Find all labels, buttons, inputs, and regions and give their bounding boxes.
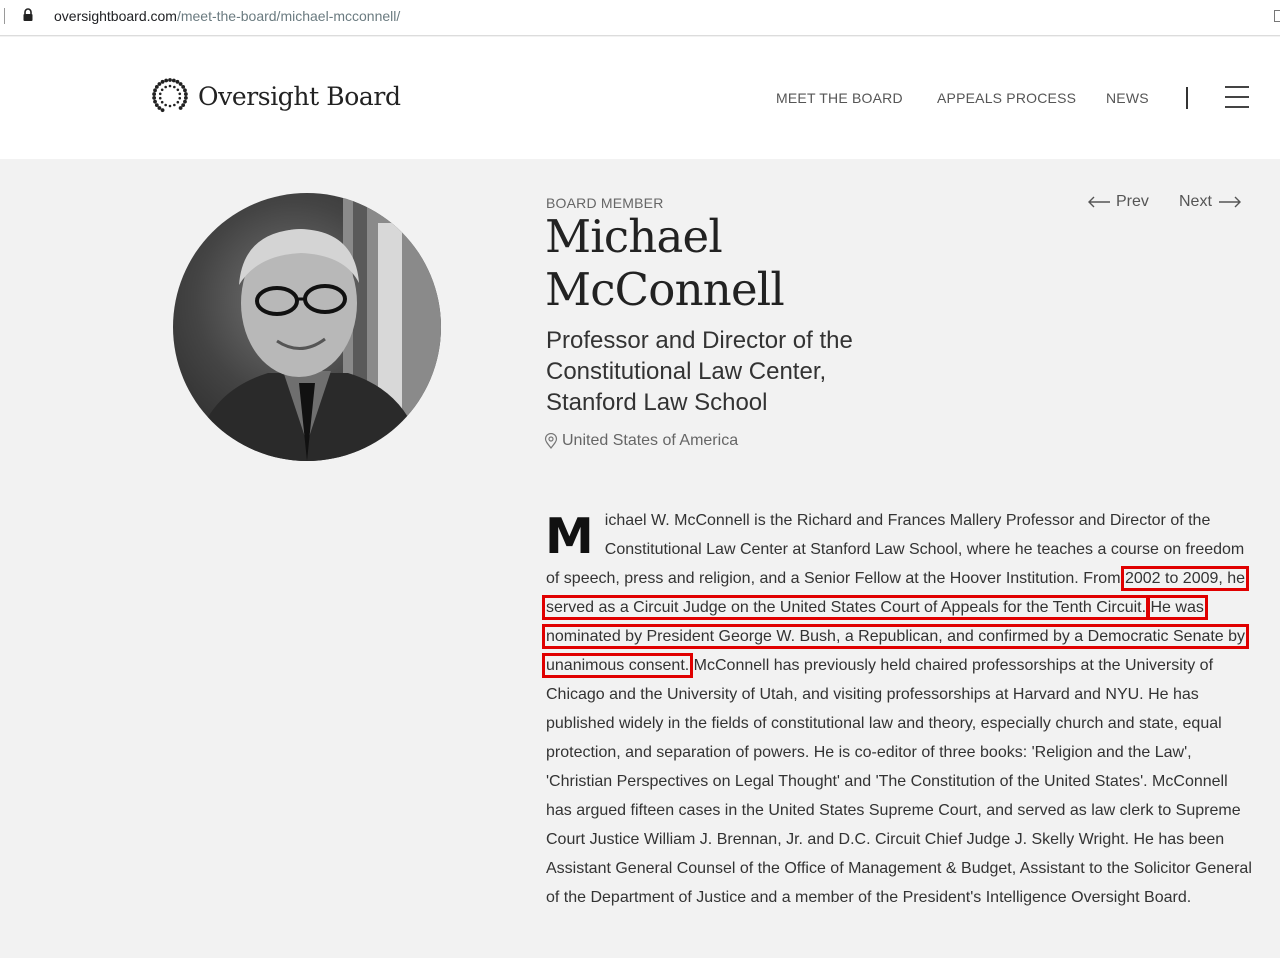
prev-link[interactable] <box>1087 193 1149 211</box>
member-name: Michael McConnell <box>545 210 784 316</box>
portrait-image <box>173 193 441 461</box>
location-text: United States of America <box>562 432 739 449</box>
location-pin-icon <box>544 433 558 449</box>
menu-icon[interactable] <box>1225 86 1249 108</box>
next-label: Next <box>1179 193 1212 210</box>
member-biography <box>546 506 1252 912</box>
bio-text-intro: ichael W. McConnell is the Richard and Frances Mallery Professor and Director of the Constitutional Law Center at Stanford Law School, where he teaches a course on freedom of speech, press and religion, and a Senior Fellow at the Hoover Institution. From <box>546 512 1245 587</box>
oversight-board-logo-icon <box>151 77 189 115</box>
address-bar[interactable] <box>0 0 1280 36</box>
site-header <box>0 37 1280 159</box>
highlight-circuit-judge: 2002 to 2009, he served as a Circuit Judge on the United States Court of Appeals for the Tenth Circuit. <box>546 570 1246 616</box>
nav-news[interactable]: NEWS <box>1106 90 1149 106</box>
nav-divider <box>1186 87 1188 109</box>
nav-meet-the-board[interactable]: MEET THE BOARD <box>776 90 903 106</box>
logo-link[interactable] <box>151 77 401 115</box>
highlight-nomination: nominated by President George W. Bush, a Republican, and confirmed by a Democratic Senate by unanimous consent. <box>546 628 1246 674</box>
member-photo <box>173 193 441 461</box>
url-path: /meet-the-board/michael-mcconnell/ <box>176 8 401 24</box>
lock-icon <box>22 8 34 22</box>
tab-edge-icon <box>1274 10 1280 22</box>
arrow-right-icon <box>1218 196 1242 208</box>
arrow-left-icon <box>1087 196 1111 208</box>
next-link[interactable] <box>1179 193 1242 211</box>
board-member-label: BOARD MEMBER <box>546 195 664 211</box>
member-location <box>544 432 738 450</box>
logo-text: Oversight Board <box>198 81 401 111</box>
bio-text-rest: McConnell has previously held chaired professorships at the University of Chicago and the University of Utah, and visiting professorships at Harvard and NYU. He has published widely in the fields of constitutional law and theory, especially church and state, equal protection, and separation of powers. He is co-editor of three books: 'Religion and the Law', 'Christian Perspectives on Legal Thought' and 'The Constitution of the United States'. McConnell has argued fifteen cases in the United States Supreme Court, and served as law clerk to Supreme Court Justice William J. Brennan, Jr. and D.C. Circuit Chief Judge J. Skelly Wright. He has been Assistant General Counsel of the Office of Management & Budget, Assistant to the Solicitor General of the Department of Justice and a member of the President's Intelligence Oversight Board. <box>546 657 1252 906</box>
highlight-he-was: He was <box>1150 599 1204 616</box>
member-role: Professor and Director of the Constitutional Law Center, Stanford Law School <box>546 327 853 416</box>
nav-appeals-process[interactable]: APPEALS PROCESS <box>937 90 1077 106</box>
drop-cap: M <box>545 508 594 565</box>
url-host: oversightboard.com <box>54 8 177 24</box>
prev-label: Prev <box>1116 193 1149 210</box>
window-edge <box>4 8 5 24</box>
url-text[interactable] <box>54 8 400 24</box>
